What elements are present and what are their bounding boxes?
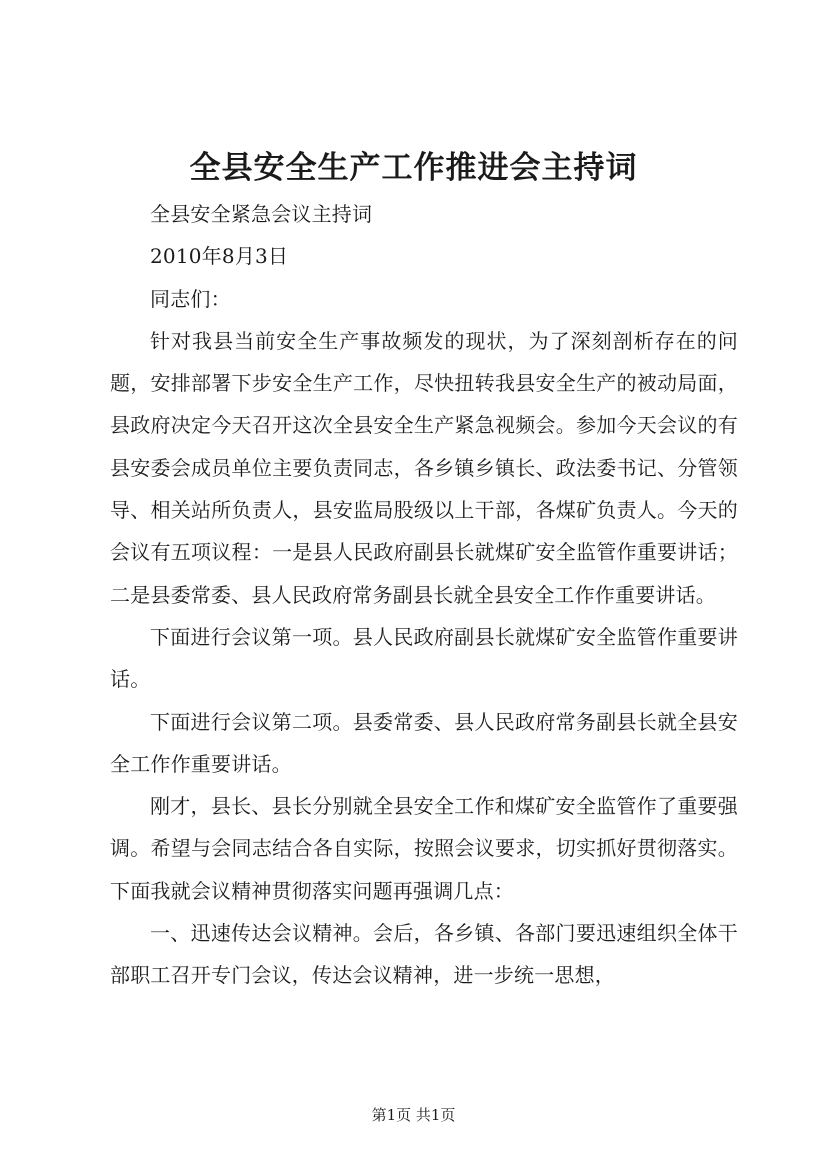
body-paragraph: 一、迅速传达会议精神。会后，各乡镇、各部门要迅速组织全体干部职工召开专门会议，传达会议精神，进一步统一思想，: [110, 921, 738, 988]
date-paragraph: 2010年8月3日: [150, 244, 289, 269]
document-title: 全县安全生产工作推进会主持词: [189, 150, 638, 186]
body-paragraph: 刚才，县长、县长分别就全县安全工作和煤矿安全监管作了重要强调。希望与会同志结合各自实际，按照会议要求，切实抓好贯彻落实。下面我就会议精神贯彻落实问题再强调几点：: [110, 794, 738, 903]
document-body: [110, 193, 738, 997]
body-paragraph: 下面进行会议第二项。县委常委、县人民政府常务副县长就全县安全工作作重要讲话。: [110, 709, 738, 776]
body-paragraph: 下面进行会议第一项。县人民政府副县长就煤矿安全监管作重要讲话。: [110, 624, 738, 692]
salutation-paragraph: 同志们：: [150, 286, 231, 311]
subtitle-paragraph: 全县安全紧急会议主持词: [150, 202, 373, 226]
body-paragraph: 针对我县当前安全生产事故频发的现状，为了深刻剖析存在的问题，安排部署下步安全生产工作，尽快扭转我县安全生产的被动局面，县政府决定今天召开这次全县安全生产紧急视频会。参加今天会议的有县安委会成员单位主要负责同志，各乡镇乡镇长、政法委书记、分管领导、相关站所负责人，县安监局股级以上干部，各煤矿负责人。今天的会议有五项议程：一是县人民政府副县长就煤矿安全监管作重要讲话；二是县委常委、县人民政府常务副县长就全县安全工作作重要讲话。: [110, 328, 738, 607]
page-footer: 第1页 共1页: [371, 1106, 456, 1124]
